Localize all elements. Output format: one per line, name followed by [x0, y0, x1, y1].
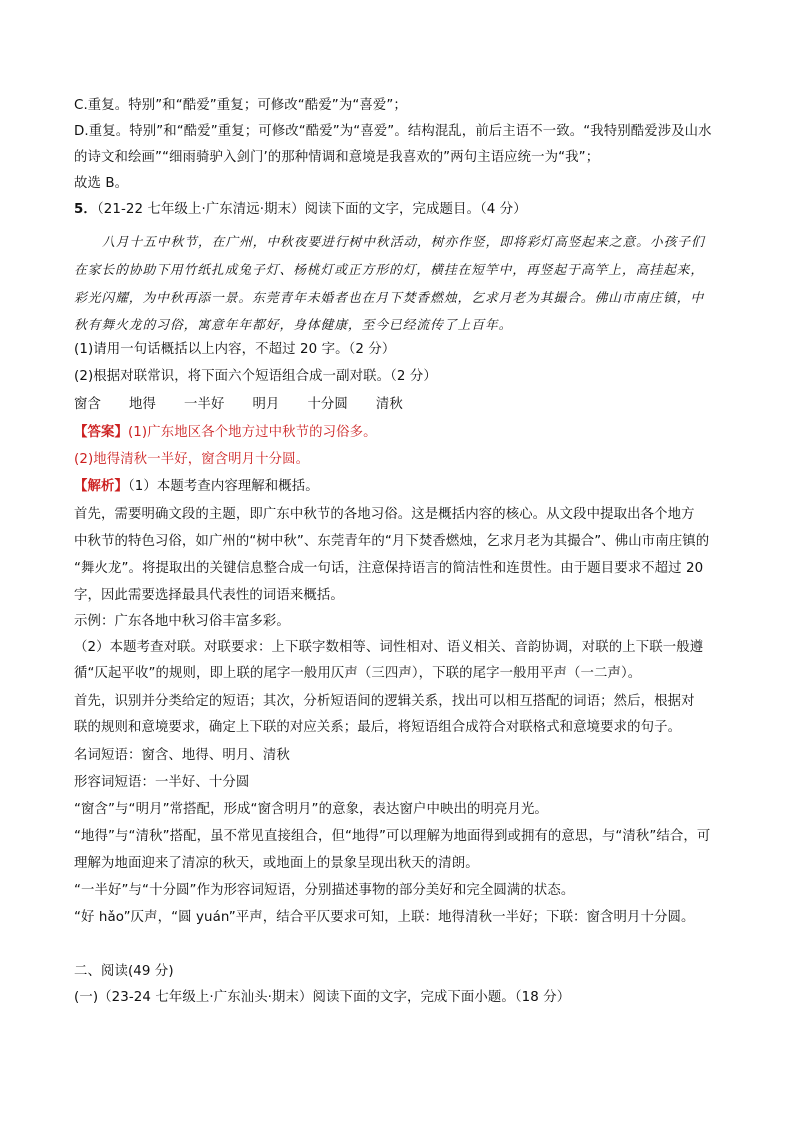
analysis-line: “地得”与“清秋”搭配，虽不常见直接组合，但“地得”可以理解为地面得到或拥有的意思，与“清秋”结合，可 [74, 829, 711, 844]
analysis-header [74, 477, 724, 497]
section-2-part-1-header [74, 988, 724, 1008]
analysis-line: “窗含”与“明月”常搭配，形成“窗含明月”的意象，表达窗户中映出的明亮月光。 [74, 802, 548, 817]
phrase-item: 十分圆 [307, 397, 348, 412]
part-instruction: 阅读下面的文字，完成下面小题。 [312, 990, 515, 1005]
option-d-explanation-line-1: D.重复。特别”和“酷爱”重复；可修改“酷爱”为“喜爱”。结构混乱，前后主语不一致。“我特别酷爱涉及山水 [74, 124, 712, 139]
phrase-item: 地得 [128, 397, 156, 412]
phrase-list [74, 395, 724, 415]
analysis-line: 示例：广东各地中秋习俗丰富多彩。 [74, 614, 290, 629]
analysis-line: “舞火龙”。将提取出的关键信息整合成一句话，注意保持语言的简洁性和连贯性。由于题目要求不超过 20 [74, 561, 704, 576]
analysis-line: （2）本题考查对联。对联要求：上下联字数相等、词性相对、语义相关、音韵协调，对联的上下联一般遵 [74, 640, 704, 655]
answer-choice: 故选 B。 [74, 176, 129, 191]
sub-question-1: (1)请用一句话概括以上内容，不超过 20 字。（2 分） [74, 342, 396, 357]
phrase-item: 窗含 [74, 397, 101, 412]
answer-line-2: (2)地得清秋一半好，窗含明月十分圆。 [74, 452, 310, 467]
analysis-line: “一半好”与“十分圆”作为形容词短语，分别描述事物的部分美好和完全圆满的状态。 [74, 883, 575, 898]
analysis-line: 形容词短语：一半好、十分圆 [74, 775, 250, 790]
passage-line-4: 秋有舞火龙的习俗，寓意年年都好，身体健康，至今已经流传了上百年。 [74, 318, 513, 333]
phrase-item: 一半好 [183, 397, 225, 412]
phrase-item: 明月 [252, 397, 280, 412]
option-c-explanation: C.重复。特别”和“酷爱”重复；可修改“酷爱”为“喜爱”； [74, 98, 407, 113]
question-instruction: 阅读下面的文字，完成题目。 [304, 202, 480, 217]
answer-line-1 [74, 423, 724, 443]
analysis-line: 字，因此需要选择最具代表性的词语来概括。 [74, 588, 344, 603]
passage-line-2: 在家长的协助下用竹纸扎成兔子灯、杨桃灯或正方形的灯，横挂在短竿中，再竖起于高竿上，高挂起来， [74, 263, 705, 278]
section-2-title: 二、阅读(49 分) [74, 964, 174, 979]
analysis-line: 联的规则和意境要求，确定上下联的对应关系；最后，将短语组合成符合对联格式和意境要求的句子。 [74, 720, 682, 735]
option-d-explanation-line-2: 的诗文和绘画”“细雨骑驴入剑门’的那种情调和意境是我喜欢的”两句主语应统一为“我”； [74, 150, 600, 165]
question-number: 5． [74, 202, 97, 217]
sub-question-2: (2)根据对联常识，将下面六个短语组合成一副对联。（2 分） [74, 369, 437, 384]
analysis-head: （1）本题考查内容理解和概括。 [127, 479, 319, 494]
phrase-item: 清秋 [375, 397, 403, 412]
part-score: （18 分） [514, 990, 571, 1005]
analysis-label: 【解析】 [74, 479, 128, 494]
answer-label: 【答案】 [74, 425, 128, 440]
analysis-line: 理解为地面迎来了清凉的秋天，或地面上的景象呈现出秋天的清朗。 [74, 856, 479, 871]
analysis-line: 中秋节的特色习俗，如广州的“树中秋”、东莞青年的“月下焚香燃烛，乞求月老为其撮合”、佛山市南庄镇的 [74, 534, 710, 549]
question-source: （21-22 七年级上·广东清远·期末） [96, 202, 305, 217]
passage-line-3: 彩光闪耀，为中秋再添一景。东莞青年未婚者也在月下焚香燃烛，乞求月老为其撮合。佛山市南庄镇，中 [74, 291, 705, 306]
analysis-line: 首先，需要明确文段的主题，即广东中秋节的各地习俗。这是概括内容的核心。从文段中提取出各个地方 [74, 507, 695, 522]
part-prefix: (一) [74, 990, 99, 1005]
passage-line-1: 八月十五中秋节，在广州，中秋夜要进行树中秋活动，树亦作竖，即将彩灯高竖起来之意。小孩子们 [102, 235, 705, 250]
analysis-line: 首先，识别并分类给定的短语；其次，分析短语间的逻辑关系，找出可以相互搭配的词语；然后，根据对 [74, 694, 695, 709]
part-source: （23-24 七年级上·广东汕头·期末） [98, 990, 313, 1005]
analysis-line: “好 hǎo”仄声，“圆 yuán”平声，结合平仄要求可知，上联：地得清秋一半好；下联：窗含明月十分圆。 [74, 910, 695, 925]
question-5-header [74, 200, 724, 220]
analysis-line: 名词短语：窗含、地得、明月、清秋 [74, 748, 290, 763]
question-score: （4 分） [479, 202, 527, 217]
answer-text-1: (1)广东地区各个地方过中秋节的习俗多。 [127, 425, 377, 440]
analysis-line: 循“仄起平收”的规则，即上联的尾字一般用仄声（三四声），下联的尾字一般用平声（一二声）。 [74, 666, 642, 681]
